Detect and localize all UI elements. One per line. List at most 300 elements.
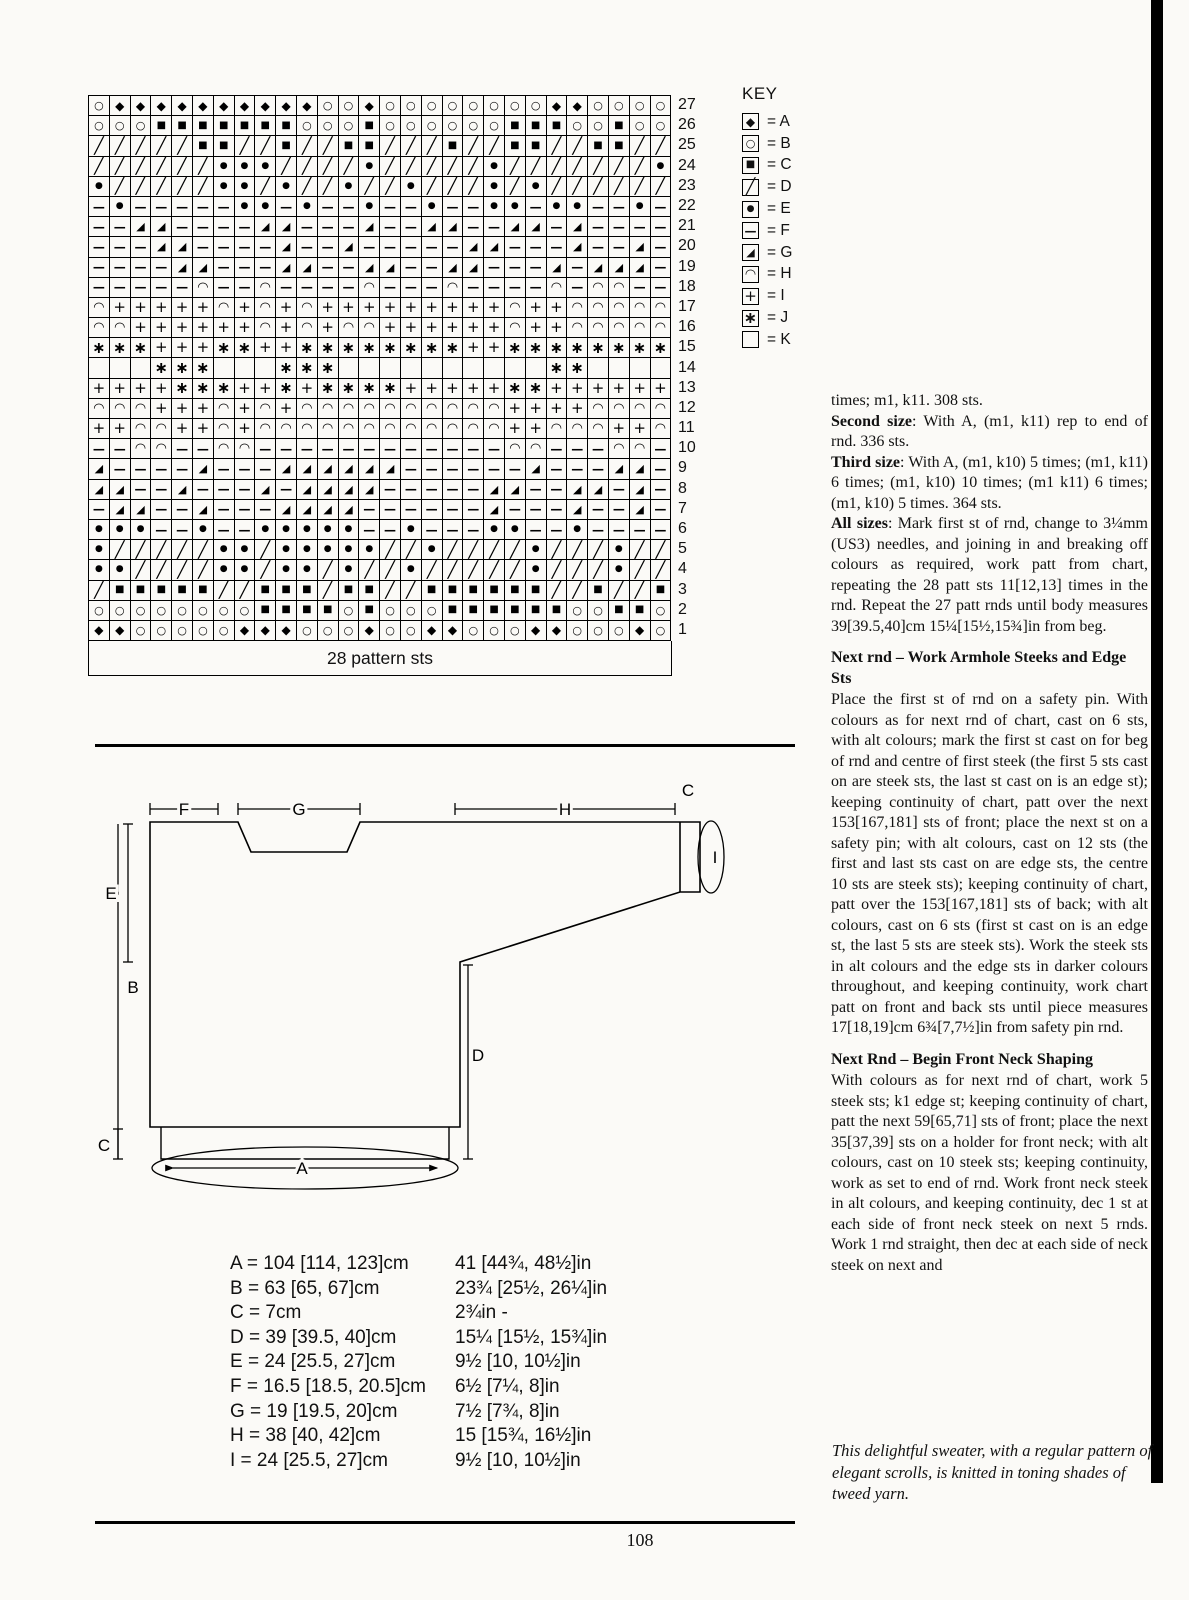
chart-cell: ◢ [630,480,651,500]
chart-row-number: 17 [678,297,696,315]
chart-cell: ◠ [651,419,672,439]
chart-cell: + [172,318,193,338]
chart-cell: + [172,399,193,419]
chart-cell: — [401,480,422,500]
chart-cell: — [380,197,401,217]
chart-cell: ○ [151,601,172,621]
chart-cell: — [588,439,609,459]
chart-cell: ◆ [151,96,172,116]
chart-cell: ◠ [339,399,360,419]
chart-cell: ○ [630,96,651,116]
chart-cell: ╱ [380,560,401,580]
chart-cell: — [193,480,214,500]
chart-cell: ╱ [89,581,110,601]
chart-cell: ○ [380,116,401,136]
chart-row-number: 19 [678,257,696,275]
instruction-column [831,391,1148,1276]
chart-cell: ■ [588,136,609,156]
instruction-paragraph [831,1071,1148,1276]
chart-cell: ■ [484,601,505,621]
chart-cell: — [526,237,547,257]
chart-repeat-label [88,641,672,676]
chart-cell: ◠ [255,419,276,439]
chart-cell: ○ [151,621,172,641]
chart-cell: — [214,258,235,278]
chart-cell: ╱ [651,560,672,580]
chart-cell: ● [339,560,360,580]
chart-cell: ∗ [380,379,401,399]
chart-cell: ◠ [422,419,443,439]
instruction-text-run: times; m1, k11. 308 sts. [831,392,983,409]
chart-cell: ◢ [567,480,588,500]
chart-cell: + [505,399,526,419]
chart-cell: — [318,258,339,278]
chart-cell: — [401,278,422,298]
chart-cell: ╱ [151,136,172,156]
chart-cell: — [463,480,484,500]
chart-cell: ■ [505,581,526,601]
chart-cell: ■ [526,601,547,621]
key-symbol-box: ╱ [742,179,759,196]
chart-cell: ∗ [609,338,630,358]
chart-cell: — [214,278,235,298]
chart-cell: ◢ [463,237,484,257]
chart-cell: — [443,500,464,520]
chart-cell: + [131,318,152,338]
chart-cell: — [339,197,360,217]
key-entry [742,111,792,133]
chart-cell: ◢ [339,237,360,257]
chart-cell: ◠ [89,298,110,318]
measurement-row [230,1400,607,1425]
chart-cell: ◢ [255,217,276,237]
chart-cell: — [505,459,526,479]
chart-cell: ╱ [547,581,568,601]
chart-cell: — [526,520,547,540]
chart-cell: — [505,258,526,278]
chart-row-number: 6 [678,520,687,538]
chart-cell: ◢ [318,459,339,479]
chart-cell: ● [297,560,318,580]
chart-cell: ■ [276,116,297,136]
chart-cell: ◠ [380,419,401,439]
chart-cell: ◢ [339,459,360,479]
chart-cell: ╱ [131,560,152,580]
chart-cell: ○ [588,621,609,641]
chart-cell: — [359,439,380,459]
chart-cell: ◠ [630,399,651,419]
chart-cell: ◠ [359,318,380,338]
chart-cell: ╱ [547,157,568,177]
chart-row-number: 26 [678,116,696,134]
chart-cell: — [651,197,672,217]
chart-cell: ● [484,177,505,197]
chart-cell: — [214,520,235,540]
chart-cell: ■ [318,601,339,621]
chart-cell: + [193,298,214,318]
chart-cell: — [318,197,339,217]
chart-cell: ◢ [443,258,464,278]
chart-cell: — [547,520,568,540]
chart-cell: ○ [339,601,360,621]
chart-cell: + [380,298,401,318]
chart-cell: — [89,439,110,459]
chart-cell: ■ [214,136,235,156]
measurement-row [230,1252,607,1277]
measurement-cm: D = 39 [39.5, 40]cm [230,1326,397,1348]
chart-cell: + [484,298,505,318]
chart-cell: ╱ [567,540,588,560]
chart-cell: ■ [505,136,526,156]
chart-cell: + [151,379,172,399]
chart-cell: ◆ [255,96,276,116]
chart-cell: ◠ [214,419,235,439]
chart-cell: ╱ [297,136,318,156]
chart-cell: ╱ [526,157,547,177]
chart-cell: ● [505,197,526,217]
chart-cell: ╱ [401,157,422,177]
chart-cell: ╱ [505,177,526,197]
chart-cell: — [505,278,526,298]
instruction-paragraph [831,412,1148,453]
chart-cell: ○ [651,96,672,116]
chart-cell: ◆ [547,621,568,641]
chart-row-number: 24 [678,156,696,174]
chart-cell: ╱ [214,581,235,601]
measurement-cm: F = 16.5 [18.5, 20.5]cm [230,1375,426,1397]
chart-cell: — [193,197,214,217]
chart-cell: ∗ [276,379,297,399]
chart-cell: ◢ [567,500,588,520]
chart-cell: ◠ [339,318,360,338]
chart-cell: — [609,520,630,540]
chart-cell: + [89,379,110,399]
key-entry-label: = I [767,287,785,305]
chart-cell: ◢ [463,258,484,278]
chart-row-number: 15 [678,338,696,356]
chart-cell: ○ [297,116,318,136]
chart-cell: ● [359,197,380,217]
measurement-in: 15¼ [15½, 15¾]in [455,1326,608,1348]
chart-cell: — [255,500,276,520]
chart-cell: ● [110,560,131,580]
chart-cell: ╱ [359,560,380,580]
chart-cell: ╱ [110,136,131,156]
chart-cell: ◢ [588,480,609,500]
chart-cell: + [422,379,443,399]
chart-cell: — [297,237,318,257]
chart-cell: ◆ [214,96,235,116]
chart-cell: ● [526,177,547,197]
chart-cell: ● [131,520,152,540]
chart-cell: ╱ [193,540,214,560]
chart-cell: ○ [422,116,443,136]
measurement-in: 15 [15¾, 16½]in [455,1425,592,1447]
chart-cell: + [588,379,609,399]
chart-cell: ○ [131,116,152,136]
chart-cell: ╱ [484,540,505,560]
chart-cell: ◆ [443,621,464,641]
chart-cell: — [609,500,630,520]
chart-cell: ○ [339,116,360,136]
chart-cell: ● [484,157,505,177]
chart-cell: — [89,237,110,257]
chart-cell: — [651,217,672,237]
chart-cell: ◢ [89,459,110,479]
chart-cell: ╱ [110,157,131,177]
chart-cell: + [484,338,505,358]
key-entry-label: = K [767,330,791,348]
chart-cell: ∗ [526,338,547,358]
chart-cell: — [401,197,422,217]
measurement-row [230,1277,607,1302]
chart-cell: ◆ [359,96,380,116]
chart-cell: — [214,500,235,520]
chart-cell: ■ [484,581,505,601]
chart-cell: — [463,197,484,217]
chart-cell: + [484,379,505,399]
chart-cell: — [484,258,505,278]
instruction-text-run: : With A, (m1, k11) rep to end of rnd. 336 sts. [831,412,1148,450]
chart-cell: ╱ [547,540,568,560]
chart-cell: ◢ [484,237,505,257]
chart-cell: — [547,439,568,459]
chart-cell: ◆ [526,621,547,641]
chart-cell: ○ [401,601,422,621]
chart-cell: — [526,480,547,500]
measurement-in: 23¾ [25½, 26¼]in [455,1277,608,1299]
chart-cell: — [651,258,672,278]
chart-cell: + [630,379,651,399]
chart-cell: — [172,439,193,459]
chart-cell: ○ [463,96,484,116]
chart-cell: + [172,298,193,318]
chart-cell: ◢ [547,258,568,278]
chart-cell: ╱ [318,157,339,177]
chart-cell: ∗ [567,338,588,358]
chart-cell: ○ [505,96,526,116]
chart-cell: — [151,520,172,540]
chart-cell: ╱ [401,136,422,156]
chart-cell: ◠ [651,318,672,338]
chart-cell: ╱ [110,540,131,560]
chart-cell: ∗ [422,338,443,358]
chart-cell: ╱ [567,157,588,177]
chart-cell: ╱ [235,136,256,156]
chart-cell: + [609,419,630,439]
chart-cell: + [463,318,484,338]
chart-cell: ○ [505,621,526,641]
chart-cell [401,358,422,378]
chart-cell: — [463,459,484,479]
chart-row-number: 11 [678,419,695,437]
photo-caption-text: This delightful sweater, with a regular pattern of elegant scrolls, is knitted in toning shades of tweed yarn. [832,1441,1153,1503]
measurement-row [230,1350,607,1375]
chart-cell: ∗ [359,338,380,358]
chart-cell: — [651,439,672,459]
chart-cell: ■ [297,581,318,601]
chart-cell: ╱ [131,136,152,156]
chart-cell: ╱ [463,136,484,156]
chart-cell: ◢ [567,217,588,237]
chart-cell: ● [276,520,297,540]
chart-cell: ╱ [422,560,443,580]
chart-cell: ╱ [151,177,172,197]
chart-cell: ○ [131,601,152,621]
chart-cell: ◠ [422,399,443,419]
chart-cell: ● [484,197,505,217]
chart-cell: + [443,298,464,318]
instruction-text-run: Second size [831,412,913,430]
chart-cell: ◢ [276,459,297,479]
chart-cell: ● [318,520,339,540]
chart-cell [484,358,505,378]
chart-cell: ∗ [359,379,380,399]
chart-cell: ■ [588,581,609,601]
chart-cell: ╱ [443,560,464,580]
chart-cell: + [401,379,422,399]
chart-cell: + [276,298,297,318]
instruction-text-run: With colours as for next rnd of chart, work 5 steek sts; k1 edge st; keeping continuity of chart, patt the next 59[65,71] sts of front; place the next 35[37,39] sts on a holder for front neck; with alt colours, cast on 10 steek sts; keeping continuity, work as set to end of rnd. Work front neck steek in alt colours, and keeping continuity, dec 1 st at each side of front neck steek on next 5 rnds. Work 1 rnd straight, then dec at each side of neck steek on next and [831,1072,1148,1274]
chart-cell: — [193,217,214,237]
chart-cell: ● [214,177,235,197]
chart-cell: ∗ [193,379,214,399]
chart-cell: ╱ [131,177,152,197]
chart-cell: — [651,500,672,520]
chart-cell: ● [297,540,318,560]
chart-cell: ◠ [297,298,318,318]
chart-cell: — [526,258,547,278]
chart-cell [235,358,256,378]
chart-cell: + [526,318,547,338]
chart-cell: — [110,258,131,278]
chart-cell: — [193,237,214,257]
chart-cell: ■ [547,601,568,621]
chart-row-number: 14 [678,358,696,376]
chart-cell: ◠ [297,419,318,439]
chart-cell: ╱ [567,136,588,156]
chart-cell: ∗ [505,338,526,358]
chart-cell: ◠ [609,278,630,298]
chart-cell: — [172,520,193,540]
chart-cell: ◠ [547,419,568,439]
chart-cell: + [526,298,547,318]
chart-cell: ◢ [380,459,401,479]
chart-cell: ■ [193,136,214,156]
chart-cell: ╱ [588,560,609,580]
chart-cell: — [110,459,131,479]
chart-cell: — [151,197,172,217]
chart-cell: — [359,237,380,257]
chart-cell: ◠ [339,419,360,439]
chart-cell: — [401,237,422,257]
chart-cell: ╱ [443,177,464,197]
chart-cell: ∗ [151,358,172,378]
chart-cell: ■ [151,116,172,136]
chart-cell: ◠ [505,318,526,338]
chart-cell: ■ [214,116,235,136]
chart-cell: ◠ [297,318,318,338]
label-c-top: C [681,781,695,800]
chart-cell: + [297,379,318,399]
chart-cell [214,358,235,378]
chart-cell: — [443,197,464,217]
chart-cell: — [422,278,443,298]
chart-cell: — [588,459,609,479]
chart-cell: ◠ [380,399,401,419]
chart-cell: ○ [89,601,110,621]
chart-cell: ● [297,197,318,217]
chart-cell: ∗ [297,358,318,378]
chart-cell: — [151,500,172,520]
chart-cell: ◠ [131,399,152,419]
chart-cell: ■ [339,581,360,601]
chart-cell: ◢ [609,258,630,278]
chart-cell: ◠ [609,318,630,338]
chart-cell: ○ [567,116,588,136]
chart-cell: — [463,520,484,540]
chart-cell: ◠ [547,278,568,298]
chart-cell: ╱ [172,136,193,156]
chart-cell: — [131,480,152,500]
chart-cell: ◢ [193,500,214,520]
chart-cell: + [505,419,526,439]
chart-cell [443,358,464,378]
chart-cell: ○ [630,116,651,136]
chart-cell: — [89,258,110,278]
chart-cell: ◠ [484,419,505,439]
chart-cell: ╱ [297,177,318,197]
chart-cell: ◆ [547,96,568,116]
chart-cell: ◢ [318,480,339,500]
chart-cell: — [547,480,568,500]
chart-cell: ○ [110,601,131,621]
key-entry [742,264,792,286]
instruction-paragraph [831,453,1148,515]
chart-cell: ● [359,540,380,560]
chart-cell: + [484,318,505,338]
chart-cell: — [443,439,464,459]
symbol-key [742,84,792,351]
chart-cell: ○ [463,116,484,136]
chart-cell: ╱ [463,560,484,580]
chart-cell: — [380,480,401,500]
chart-cell: ◢ [297,258,318,278]
chart-cell: ╱ [401,581,422,601]
chart-cell: ╱ [630,560,651,580]
label-f: F [178,800,190,819]
chart-cell [651,358,672,378]
chart-cell: — [151,459,172,479]
chart-cell: ● [547,197,568,217]
chart-row-number: 2 [678,600,687,618]
chart-cell: ╱ [172,177,193,197]
chart-cell: ◠ [609,298,630,318]
chart-cell: — [630,520,651,540]
chart-cell: ■ [359,136,380,156]
chart-cell: ● [89,520,110,540]
instruction-heading [831,648,1148,689]
chart-cell: ■ [651,581,672,601]
chart-cell: ■ [235,116,256,136]
chart-cell: — [380,237,401,257]
chart-row-number: 22 [678,197,696,215]
chart-cell: ◢ [526,217,547,237]
chart-cell: ◢ [588,258,609,278]
chart-cell: — [110,278,131,298]
chart-cell: + [359,298,380,318]
chart-cell: ● [89,540,110,560]
